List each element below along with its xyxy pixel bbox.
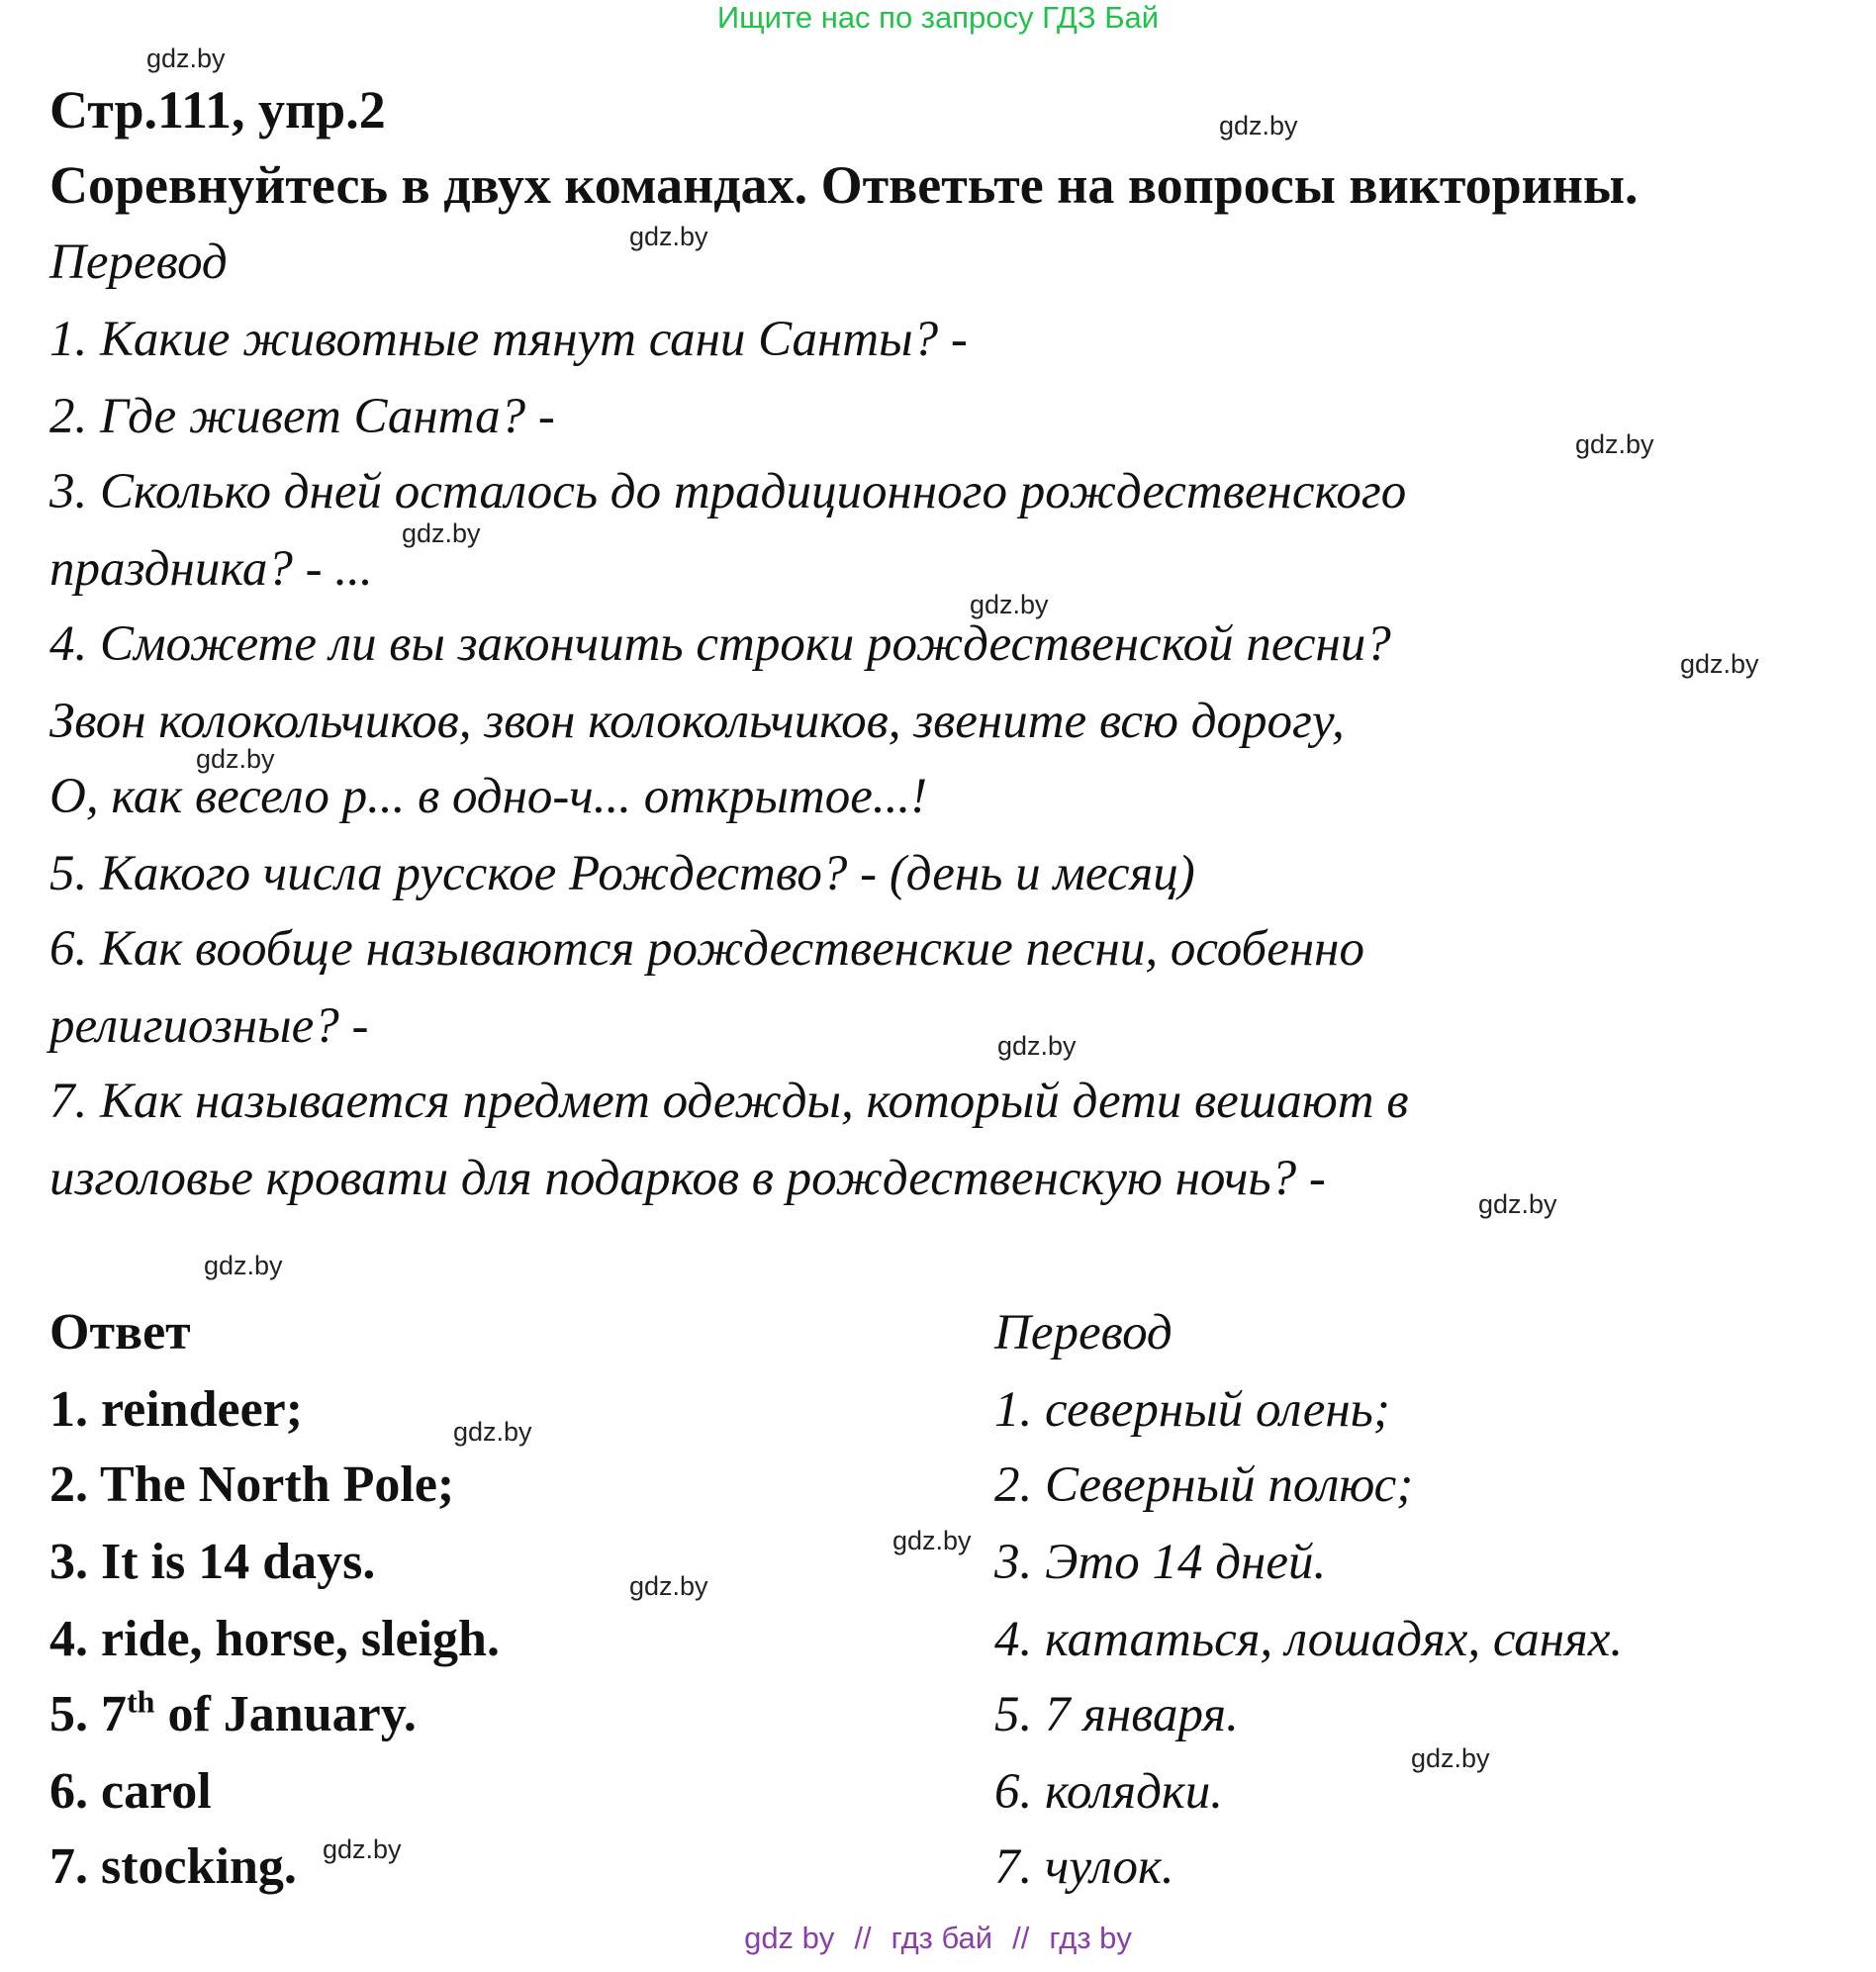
watermark: gdz.by	[629, 222, 708, 251]
watermark: gdz.by	[204, 1251, 283, 1280]
translation-line: Звон колокольчиков, звон колокольчиков, звените всю дорогу,	[49, 694, 1345, 749]
answer-item: 3. It is 14 days.	[49, 1534, 376, 1590]
answer-translation-item: 1. северный олень;	[994, 1382, 1390, 1438]
watermark: gdz.by	[1575, 429, 1654, 459]
answer-translation-item: 4. кататься, лошадях, санях.	[994, 1612, 1624, 1667]
translation-line: праздника? - ...	[49, 541, 373, 597]
footer-links	[0, 1920, 1876, 1957]
translation-line: 7. Как называется предмет одежды, который дети вешают в	[49, 1074, 1409, 1129]
answer-translation-item: 7. чулок.	[994, 1839, 1174, 1895]
translation-label: Перевод	[49, 235, 228, 290]
top-banner[interactable]: Ищите нас по запросу ГДЗ Бай	[716, 0, 1160, 35]
watermark: gdz.by	[997, 1031, 1077, 1061]
footer-link-gdz-by[interactable]: gdz by	[744, 1921, 835, 1955]
footer-separator: //	[854, 1921, 872, 1955]
answer-translation-item: 5. 7 января.	[994, 1687, 1239, 1742]
answer-item: 1. reindeer;	[49, 1381, 304, 1438]
watermark: gdz.by	[629, 1571, 708, 1601]
answer-translation-item: 2. Северный полюс;	[994, 1457, 1414, 1513]
translation-line: 2. Где живет Санта? -	[49, 389, 555, 444]
answer-item: 6. carol	[49, 1763, 212, 1820]
watermark: gdz.by	[970, 590, 1049, 619]
translation-line: 6. Как вообще называются рождественские песни, особенно	[49, 921, 1364, 977]
answer-item: 7. stocking.	[49, 1838, 297, 1895]
watermark: gdz.by	[146, 44, 226, 73]
translation-line: 3. Сколько дней осталось до традиционного рождественского	[49, 464, 1407, 519]
watermark: gdz.by	[402, 518, 481, 548]
answer-translation-item: 6. колядки.	[994, 1764, 1223, 1820]
answer-translation-label: Перевод	[994, 1305, 1172, 1361]
watermark: gdz.by	[892, 1526, 972, 1555]
translation-line: О, как весело р... в одно-ч... открытое...!	[49, 769, 928, 824]
footer-link-gdz-bai[interactable]: гдз бай	[891, 1921, 993, 1955]
translation-line: 5. Какого числа русское Рождество? - (день и месяц)	[49, 846, 1195, 901]
answer-item-text: of January.	[154, 1686, 417, 1742]
watermark: gdz.by	[1219, 111, 1298, 141]
watermark: gdz.by	[1680, 649, 1759, 679]
ordinal-suffix: th	[127, 1683, 155, 1720]
page-title: Стр.111, упр.2	[49, 80, 386, 140]
watermark: gdz.by	[323, 1834, 402, 1864]
translation-line: 4. Сможете ли вы закончить строки рождественской песни?	[49, 616, 1391, 672]
answer-item: 4. ride, horse, sleigh.	[49, 1611, 500, 1667]
footer-separator: //	[1012, 1921, 1030, 1955]
watermark: gdz.by	[1478, 1189, 1557, 1219]
watermark: gdz.by	[196, 744, 275, 774]
task-instruction: Соревнуйтесь в двух командах. Ответьте на вопросы викторины.	[49, 155, 1639, 215]
answer-item-text: 5. 7	[49, 1686, 127, 1742]
translation-line: религиозные? -	[49, 998, 369, 1054]
answer-label: Ответ	[49, 1304, 191, 1361]
answer-translation-item: 3. Это 14 дней.	[994, 1535, 1327, 1590]
translation-line: 1. Какие животные тянут сани Санты? -	[49, 312, 968, 367]
watermark: gdz.by	[453, 1417, 532, 1447]
watermark: gdz.by	[1411, 1743, 1490, 1773]
answer-item: 2. The North Pole;	[49, 1456, 455, 1513]
footer-link-gdz-by-ru[interactable]: гдз by	[1049, 1921, 1132, 1955]
translation-line: изголовье кровати для подарков в рождественскую ночь? -	[49, 1151, 1326, 1206]
answer-item	[49, 1684, 417, 1745]
